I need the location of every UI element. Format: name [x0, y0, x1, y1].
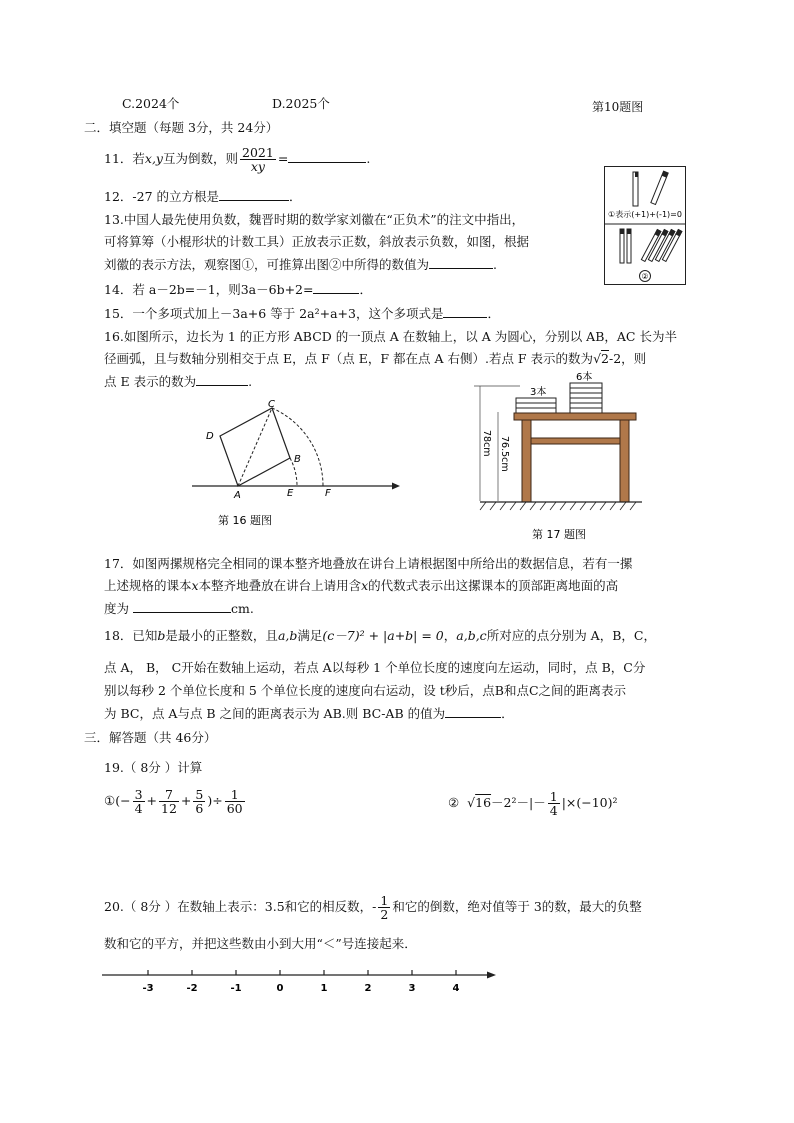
numberline-tick-label: -2 [186, 983, 198, 994]
question-13-line1: 13.中国人最先使用负数，魏晋时期的数学家刘徽在“正负术”的注文中指出， [104, 212, 525, 227]
section2-header: 二．填空题（每题 3分，共 24分） [84, 120, 279, 135]
fig17-caption: 第 17 题图 [532, 528, 586, 541]
fig10-label1: ①表示(+1)+(-1)=0 [608, 210, 682, 219]
question-15: 15．一个多项式加上－3a+6 等于 2a²+a+3，这个多项式是 ． [104, 306, 500, 321]
question-12: 12．-27 的立方根是 ． [104, 189, 302, 204]
question-17-line3: 度为 cm. [104, 601, 254, 616]
fig17-books6-label: 6本 [576, 372, 593, 383]
choice-d: D.2025个 [272, 96, 330, 111]
question-11: 11．若x,y互为倒数，则 $\frac{2021}{xy}$ = . [104, 145, 371, 175]
question-19-title: 19.（ 8分 ）计算 [104, 760, 203, 775]
numberline-tick-label: -3 [142, 983, 154, 994]
number-line [98, 962, 500, 998]
fig16-label-f: F [325, 488, 331, 499]
fig17-height-76-5: 76.5cm [499, 436, 510, 472]
fig17-books3-label: 3本 [530, 387, 547, 398]
fig16-label-b: B [294, 454, 301, 465]
fig16-caption: 第 16 题图 [218, 514, 272, 527]
fig10-caption: 第10题图 [592, 100, 644, 114]
question-16-line3: 点 E 表示的数为 . [104, 374, 253, 389]
fig16-label-c: C [268, 399, 275, 410]
question-17-line1: 17．如图两摞规格完全相同的课本整齐地叠放在讲台上请根据图中所给出的数据信息，若有一摞 [104, 556, 633, 571]
question-18-line4: 为 BC，点 A与点 B 之间的距离表示为 AB.则 BC-AB 的值为 ． [104, 706, 514, 721]
numberline-tick-label: 4 [452, 983, 460, 994]
fig16-label-e: E [287, 488, 294, 499]
numberline-tick-label: 0 [276, 983, 284, 994]
question-20-line2: 数和它的平方，并把这些数由小到大用“＜”号连接起来． [104, 936, 417, 951]
question-19-part1: ①(− $\frac{3}{4}$ + $\frac{7}{12}$ + $\frac{5}{6}$ )÷ $\frac{1}{60}$ [104, 787, 243, 817]
numberline-tick-label: -1 [230, 983, 242, 994]
question-17-line2: 上述规格的课本x本整齐地叠放在讲台上请用含x的代数式表示出这摞课本的顶部距离地面的高 [104, 578, 619, 593]
choice-c: C.2024个 [122, 96, 180, 111]
question-18-line1: 18．已知b是最小的正整数，且a,b满足(c－7)² + |a+b| = 0，a,b,c所对应的点分别为 A，B，C， [104, 628, 656, 643]
question-18-line2: 点 A， B， C开始在数轴上运动，若点 A以每秒 1 个单位长度的速度向左运动，同时，点 B，C分 [104, 660, 646, 675]
fig16-label-a: A [234, 490, 241, 501]
question-16-line1: 16.如图所示，边长为 1 的正方形 ABCD 的一顶点 A 在数轴上，以 A 为圆心，分别以 AB，AC 长为半 [104, 329, 677, 344]
numberline-tick-label: 2 [364, 983, 372, 994]
fig16-figure [190, 396, 410, 536]
numberline-tick-label: 3 [408, 983, 416, 994]
fig17-height-78: 78cm [481, 430, 492, 457]
fig10-figure [604, 166, 686, 286]
fig16-label-d: D [206, 431, 214, 442]
question-16-line2: 径画弧，且与数轴分别相交于点 E，点 F（点 E，F 都在点 A 右侧）.若点 F 表示的数为√2-2，则 [104, 351, 647, 366]
question-19-part2: ② √16－2²－|－ $\frac{1}{4}$ |×(−10)² [448, 789, 618, 819]
question-18-line3: 别以每秒 2 个单位长度和 5 个单位长度的速度向右运动，设 t秒后，点B和点C之间的距离表示 [104, 683, 627, 698]
question-13-line3: 刘徽的表示方法，观察图①，可推算出图②中所得的数值为 . [104, 257, 497, 272]
fig10-label2: ② [641, 272, 649, 281]
fig17-figure [466, 366, 646, 544]
question-20-line1: 20.（ 8分 ）在数轴上表示：3.5和它的相反数，- $\frac{1}{2}$ 和它的倒数，绝对值等于 3的数，最大的负整 [104, 893, 642, 923]
question-13-line2: 可将算筹（小棍形状的计数工具）正放表示正数，斜放表示负数，如图，根据 [104, 234, 530, 249]
section3-header: 三．解答题（共 46分） [84, 730, 217, 745]
numberline-tick-label: 1 [320, 983, 328, 994]
question-14: 14．若 a－2b=－1，则3a－6b+2= ． [104, 282, 372, 297]
